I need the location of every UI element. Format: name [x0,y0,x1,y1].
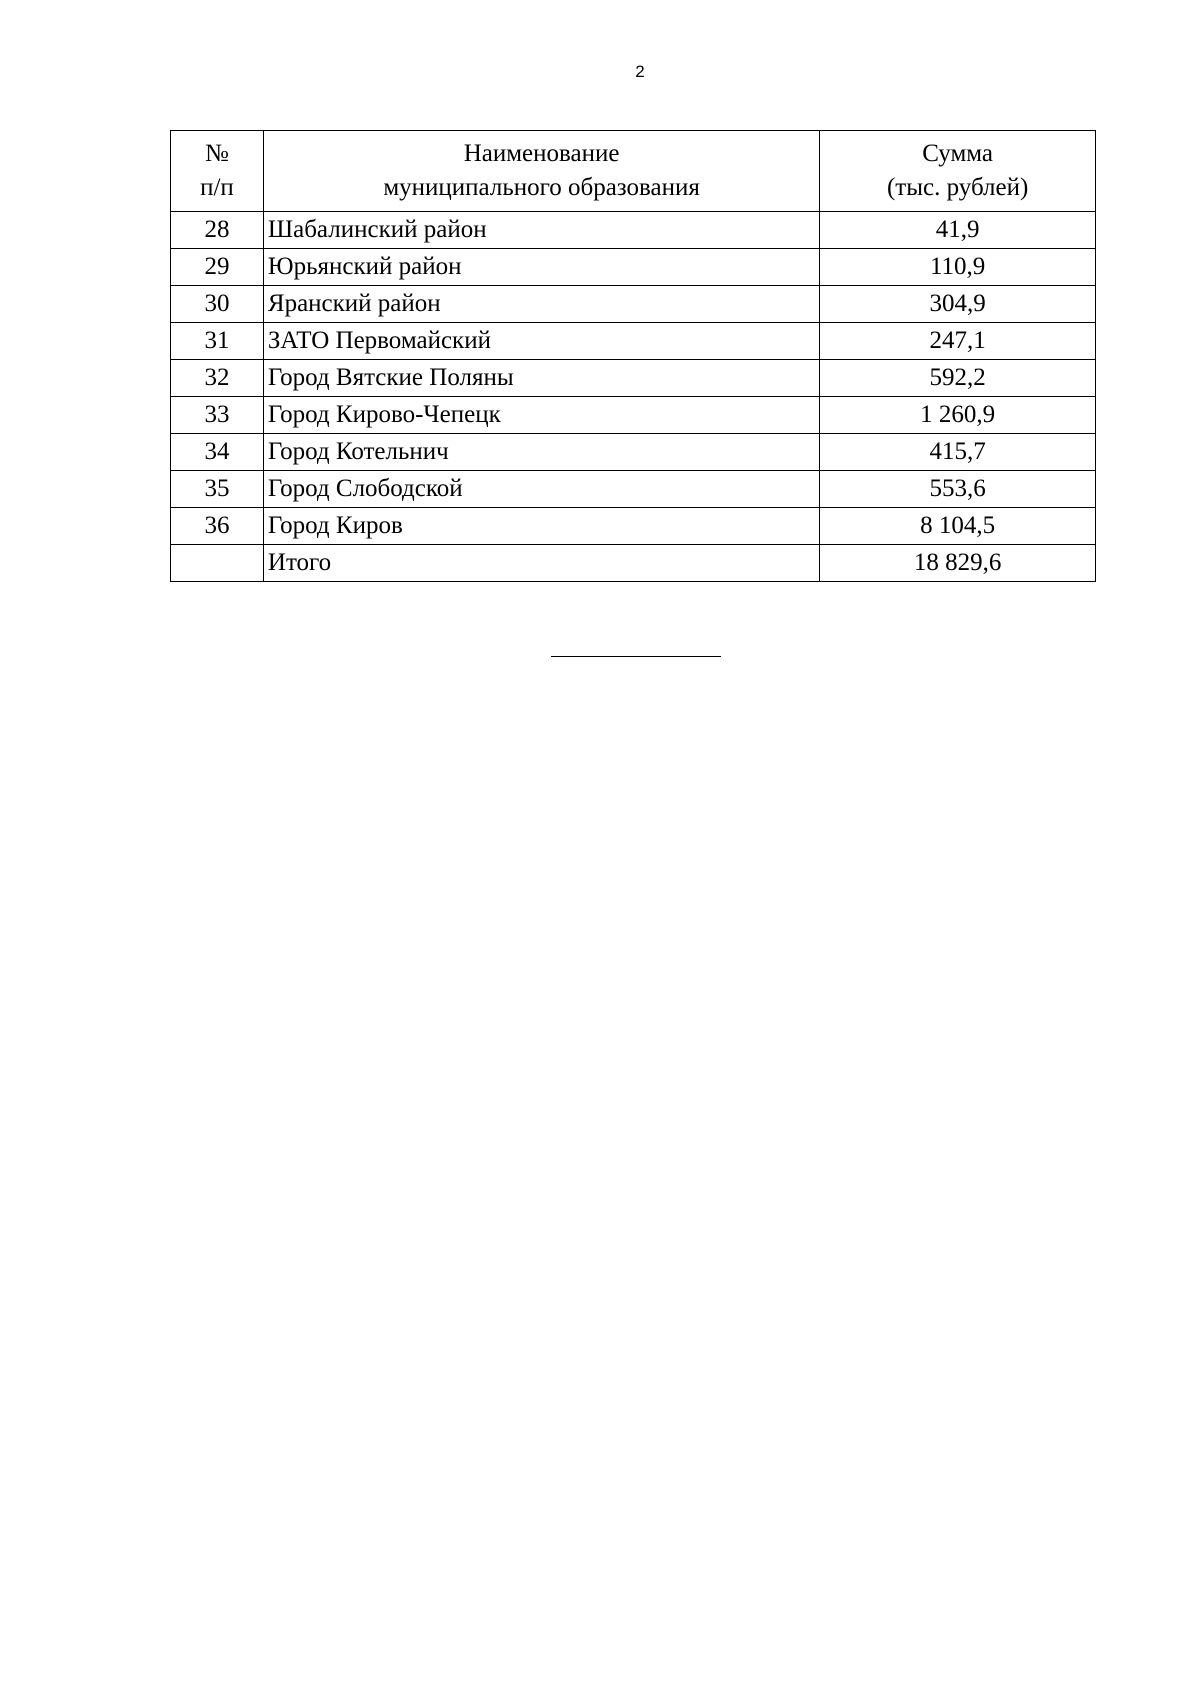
amount: 553,6 [820,471,1096,508]
amount: 41,9 [820,212,1096,249]
amount: 592,2 [820,360,1096,397]
amount: 247,1 [820,323,1096,360]
municipality-name: Город Вятские Поляны [263,360,819,397]
header-sum [820,131,1096,212]
total-label: Итого [263,545,819,582]
end-divider [551,656,721,657]
header-row [171,131,1096,212]
row-number: 32 [171,360,264,397]
row-number: 33 [171,397,264,434]
municipality-name: Город Котельнич [263,434,819,471]
table-body [171,212,1096,582]
municipality-name: Шабалинский район [263,212,819,249]
amount: 304,9 [820,286,1096,323]
total-row [171,545,1096,582]
table-row [171,323,1096,360]
table-header [171,131,1096,212]
amount: 8 104,5 [820,508,1096,545]
municipality-name: Город Кирово-Чепецк [263,397,819,434]
table-row [171,471,1096,508]
amount: 415,7 [820,434,1096,471]
municipality-name: Юрьянский район [263,249,819,286]
row-number: 36 [171,508,264,545]
header-sum-line-1: Сумма [922,140,994,168]
table-row [171,508,1096,545]
amount: 1 260,9 [820,397,1096,434]
table-row [171,360,1096,397]
header-sum-line-2: (тыс. рублей) [886,174,1029,201]
page-number: 2 [635,62,645,81]
municipality-name: Яранский район [263,286,819,323]
header-num-line-1: № [205,140,229,168]
row-number: 34 [171,434,264,471]
row-number: 31 [171,323,264,360]
row-number: 35 [171,471,264,508]
header-name [263,131,819,212]
table-row [171,397,1096,434]
header-name-line-1: Наименование [463,140,620,168]
row-number: 30 [171,286,264,323]
table-row [171,286,1096,323]
row-number: 29 [171,249,264,286]
table-row [171,212,1096,249]
allocation-table [170,130,1096,582]
row-number: 28 [171,212,264,249]
header-num-line-2: п/п [200,174,234,201]
municipality-name: Город Слободской [263,471,819,508]
header-name-line-2: муниципального образования [383,174,700,201]
municipality-name: Город Киров [263,508,819,545]
total-number [171,545,264,582]
table-row [171,249,1096,286]
table-row [171,434,1096,471]
total-amount: 18 829,6 [820,545,1096,582]
amount: 110,9 [820,249,1096,286]
municipality-name: ЗАТО Первомайский [263,323,819,360]
header-num [171,131,264,212]
